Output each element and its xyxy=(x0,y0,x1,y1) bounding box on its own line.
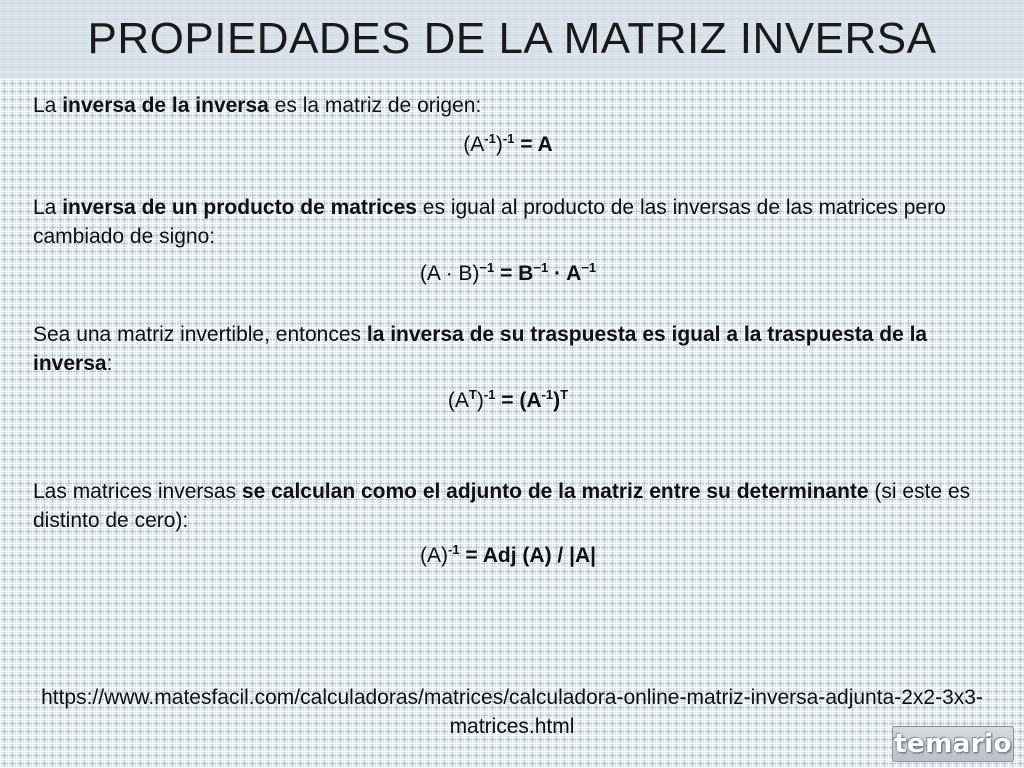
p4-text-1: Las matrices inversas xyxy=(33,479,242,503)
p3-text-1: Sea una matriz invertible, entonces xyxy=(33,322,367,346)
source-url-link[interactable]: https://www.matesfacil.com/calculadoras/matrices/calculadora-online-matriz-inversa-adjunta-2x2-3x3-matrices.html xyxy=(41,686,983,738)
p2-bold: inversa de un producto de matrices xyxy=(62,195,417,219)
p3-bold: la inversa de su traspuesta es igual a la traspuesta de la inversa xyxy=(33,322,928,375)
p1-bold: inversa de la inversa xyxy=(62,94,269,117)
f4-part: (A) xyxy=(420,543,449,567)
property-adjugate-text xyxy=(33,478,983,536)
f2-exp: −1 xyxy=(533,259,549,275)
slide-content xyxy=(33,92,983,571)
f3-part: = (A xyxy=(495,388,542,412)
property-inverse-of-product-text xyxy=(33,194,983,252)
p1-text-2: es la matriz de origen: xyxy=(268,94,482,117)
slide-title: PROPIEDADES DE LA MATRIZ INVERSA xyxy=(87,14,937,63)
p1-text-1: La xyxy=(33,94,63,117)
temario-button-label: temario xyxy=(894,729,1012,759)
f2-exp: −1 xyxy=(581,259,597,275)
property-inverse-of-inverse-text xyxy=(33,92,983,121)
f3-part: ) xyxy=(553,388,561,412)
f1-exp: -1 xyxy=(484,130,496,146)
f1-exp: -1 xyxy=(502,130,515,146)
f1-part: ) xyxy=(495,132,503,156)
formula-inverse-of-inverse xyxy=(33,131,983,160)
f3-exp: T xyxy=(468,386,477,402)
p3-text-2: : xyxy=(106,351,113,375)
p2-text-1: La xyxy=(33,195,63,219)
f1-part: (A xyxy=(463,132,485,156)
f2-part: · A xyxy=(548,261,582,285)
f4-part: = Adj (A) / |A| xyxy=(459,543,596,567)
p4-text-2: (si este es distinto de cero): xyxy=(33,479,971,532)
f2-exp: −1 xyxy=(479,259,495,275)
temario-button[interactable] xyxy=(892,726,1014,762)
formula-adjugate xyxy=(33,542,983,571)
property-inverse-of-transpose-text xyxy=(33,321,983,379)
f3-part: ) xyxy=(476,388,484,412)
f4-exp: -1 xyxy=(448,541,460,557)
f3-exp: -1 xyxy=(483,386,496,402)
f1-part: = A xyxy=(514,132,553,156)
f2-part: = B xyxy=(494,261,534,285)
formula-inverse-of-transpose xyxy=(33,387,983,416)
f3-exp: -1 xyxy=(541,386,554,402)
title-band xyxy=(0,0,1024,78)
p4-bold: se calculan como el adjunto de la matriz entre su determinante xyxy=(241,479,869,503)
formula-inverse-of-product xyxy=(33,260,983,289)
f2-part: (A · B) xyxy=(419,261,480,285)
p2-text-2: es igual al producto de las inversas de las matrices pero cambiado de signo: xyxy=(33,195,946,248)
f3-part: (A xyxy=(447,388,469,412)
f3-exp: T xyxy=(560,386,569,402)
